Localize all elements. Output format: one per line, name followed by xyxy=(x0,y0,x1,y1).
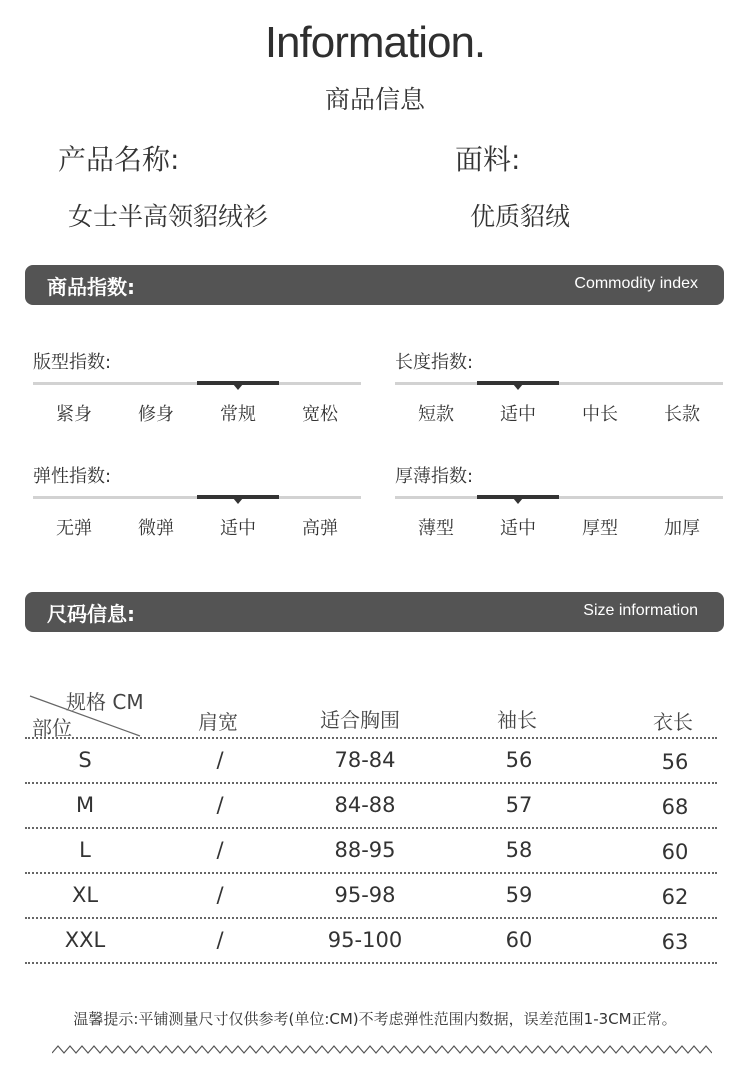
table-divider xyxy=(25,872,717,874)
header-shoulder: 肩宽 xyxy=(198,710,238,734)
index-pointer-icon xyxy=(233,498,243,504)
index-scale xyxy=(33,496,361,539)
corner-part-label: 部位 xyxy=(32,716,72,740)
zigzag-decoration xyxy=(52,1044,712,1056)
size-cell: S xyxy=(78,748,92,772)
table-cell: 78-84 xyxy=(334,748,396,772)
table-divider xyxy=(25,737,717,739)
index-option: 薄型 xyxy=(418,518,454,539)
table-cell: / xyxy=(216,928,224,952)
index-title: 长度指数: xyxy=(395,352,474,373)
product-name-value: 女士半高领貂绒衫 xyxy=(68,202,269,231)
measurement-note: 温馨提示:平铺测量尺寸仅供参考(单位:CM)不考虑弹性范围内数据，误差范围1-3CM正常。 xyxy=(73,1010,677,1028)
index-option: 修身 xyxy=(138,404,174,425)
table-cell: 63 xyxy=(661,930,689,954)
commodity-index-title: 商品指数: xyxy=(47,275,135,299)
size-cell: M xyxy=(75,793,95,817)
index-block xyxy=(33,462,361,542)
index-option: 短款 xyxy=(418,404,454,425)
header-sleeve: 袖长 xyxy=(497,708,537,732)
index-option: 适中 xyxy=(500,518,536,539)
fabric-label: 面料: xyxy=(455,143,521,176)
size-information-bar xyxy=(25,592,724,632)
commodity-index-bar xyxy=(25,265,724,305)
index-pointer-icon xyxy=(513,498,523,504)
index-option: 常规 xyxy=(220,404,256,425)
index-scale xyxy=(395,496,723,539)
corner-spec-label: 规格 CM xyxy=(66,690,144,714)
index-title: 厚薄指数: xyxy=(395,466,474,487)
table-cell: 88-95 xyxy=(334,838,396,862)
table-cell: 60 xyxy=(661,840,689,864)
index-option: 高弹 xyxy=(302,518,338,539)
table-cell: 62 xyxy=(661,885,689,909)
index-option: 宽松 xyxy=(302,404,338,425)
index-block xyxy=(395,348,723,428)
index-pointer-icon xyxy=(233,384,243,390)
size-cell: XXL xyxy=(64,928,106,952)
table-cell: 95-100 xyxy=(327,928,403,952)
index-scale xyxy=(33,382,361,425)
header-chest: 适合胸围 xyxy=(320,708,400,732)
table-cell: / xyxy=(216,883,224,907)
index-option: 加厚 xyxy=(664,518,700,539)
size-cell: XL xyxy=(71,883,99,907)
commodity-index-subtitle: Commodity index xyxy=(574,275,698,292)
fabric-value: 优质貂绒 xyxy=(470,202,571,231)
index-block xyxy=(33,348,361,428)
index-option: 中长 xyxy=(582,404,618,425)
table-cell: 60 xyxy=(505,928,533,952)
table-cell: 58 xyxy=(505,838,533,862)
title-chinese: 商品信息 xyxy=(324,85,425,114)
table-cell: / xyxy=(216,793,224,817)
table-cell: 56 xyxy=(505,748,533,772)
index-option: 无弹 xyxy=(56,518,92,539)
size-information-title: 尺码信息: xyxy=(47,602,135,626)
table-cell: / xyxy=(216,838,224,862)
table-cell: 68 xyxy=(661,795,689,819)
table-cell: / xyxy=(216,748,224,772)
title-english: Information. xyxy=(264,18,486,67)
size-information-subtitle: Size information xyxy=(583,602,698,619)
table-divider xyxy=(25,917,717,919)
index-block xyxy=(395,462,723,542)
table-cell: 56 xyxy=(661,750,689,774)
index-title: 弹性指数: xyxy=(33,466,112,487)
index-title: 版型指数: xyxy=(33,352,112,373)
table-cell: 59 xyxy=(505,883,533,907)
index-option: 微弹 xyxy=(138,518,174,539)
index-scale xyxy=(395,382,723,425)
index-option: 长款 xyxy=(664,404,700,425)
index-option: 紧身 xyxy=(56,404,92,425)
product-name-label: 产品名称: xyxy=(58,143,180,176)
table-divider xyxy=(25,827,717,829)
table-cell: 84-88 xyxy=(334,793,396,817)
table-cell: 95-98 xyxy=(334,883,396,907)
index-pointer-icon xyxy=(513,384,523,390)
corner-diagonal-line xyxy=(28,694,143,738)
size-cell: L xyxy=(79,838,91,862)
table-divider xyxy=(25,782,717,784)
index-option: 适中 xyxy=(220,518,256,539)
index-option: 适中 xyxy=(500,404,536,425)
index-option: 厚型 xyxy=(582,518,618,539)
table-cell: 57 xyxy=(505,793,533,817)
header-length: 衣长 xyxy=(653,710,693,734)
table-divider xyxy=(25,962,717,964)
